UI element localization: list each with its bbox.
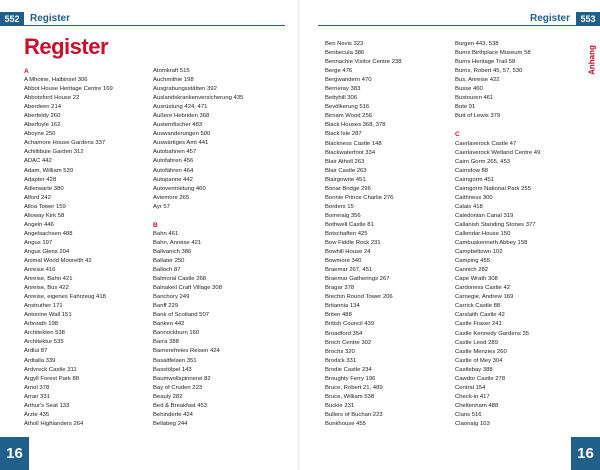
index-entry: Bennachie Visitor Centre 238 (325, 59, 402, 66)
index-entry: Autofähren 464 (153, 167, 194, 174)
index-entry: Architekten 538 (24, 330, 65, 337)
index-entry: Bergwandern 470 (325, 77, 372, 84)
index-entry: Cape Wrath 308 (455, 276, 498, 283)
index-entry: Ardvreck Castle 311 (24, 366, 77, 373)
index-entry: Castle Leod 289 (455, 339, 498, 346)
index-entry: Autopanne 442 (153, 176, 193, 183)
index-entry: Cardoness Castle 42 (455, 285, 511, 292)
index-entry: Callendar House 150 (455, 230, 511, 237)
index-entry: Angelsachsen 488 (24, 230, 73, 237)
index-entry: Buckie 231 (325, 402, 355, 409)
index-entry: Banff 229 (153, 303, 179, 310)
index-entry: Claonaig 103 (455, 420, 490, 427)
index-entry: Basaltfelsen 351 (153, 357, 197, 364)
index-entry: British Council 439 (325, 321, 375, 328)
index-entry: Architektur 535 (24, 339, 64, 346)
index-spacer (153, 212, 293, 221)
index-entry: Bonnie Prince Charlie 276 (325, 194, 394, 201)
index-entry: Anreise, Bus 422 (24, 285, 69, 292)
index-entry: Bothwell Castle 81 (325, 221, 374, 228)
index-entry: Bragar 378 (325, 285, 355, 292)
index-entry: Burns Heritage Trail 58 (455, 59, 516, 66)
index-entry: Arbroath 198 (24, 321, 59, 328)
index-entry: Autovermietung 460 (153, 185, 206, 192)
index-entry: Bustouren 461 (455, 95, 494, 102)
index-entry: Alloway Kirk 58 (24, 212, 65, 219)
index-entry: Brodie Castle 234 (325, 366, 372, 373)
index-entry: Auswanderungen 500 (153, 131, 211, 138)
index-entry: Burns Birthplace Museum 58 (455, 50, 531, 57)
page-number: 553 (576, 12, 600, 26)
index-entry: Caerlaverock Castle 47 (455, 140, 517, 147)
index-entry: Cambuskenneth Abbey 158 (455, 240, 528, 247)
index-entry: Berneray 383 (325, 86, 361, 93)
index-entry: Angeln 446 (24, 221, 54, 228)
index-entry: Balmoral Castle 268 (153, 276, 207, 283)
index-entry: Aberfeldy 260 (24, 113, 61, 120)
index-letter-heading: A (24, 68, 29, 75)
index-entry: Cairngorm National Park 255 (455, 185, 531, 192)
index-entry: Cannich 282 (455, 267, 489, 274)
index-entry: Barra 388 (153, 339, 179, 346)
index-entry: Bute 91 (455, 104, 476, 111)
index-entry: Ballvanich 386 (153, 248, 192, 255)
index-entry: Blair Atholl 263 (325, 158, 365, 165)
index-entry: Basstölpel 143 (153, 366, 192, 373)
index-entry: Balloch 87 (153, 267, 181, 274)
index-entry: Bruce, Robert 21, 489 (325, 384, 383, 391)
index-entry: Ardlui 87 (24, 348, 48, 355)
index-entry: Caledonian Canal 319 (455, 212, 514, 219)
index-entry: Benbecula 386 (325, 50, 365, 57)
index-column-2 (153, 67, 293, 429)
index-column-3 (325, 40, 450, 429)
index-entry: Borreraig 356 (325, 212, 361, 219)
index-entry: Bannockburn 160 (153, 330, 200, 337)
index-entry: Angus 197 (24, 239, 53, 246)
index-entry: Barrierefreies Reisen 424 (153, 348, 220, 355)
index-entry: Bruce, William 538 (325, 393, 375, 400)
index-entry: Ben Nevis 323 (325, 41, 364, 47)
index-entry: A Mhoine, Halbinsel 306 (24, 77, 88, 84)
index-entry: Borders 15 (325, 203, 354, 210)
right-page (300, 0, 600, 470)
index-entry: Bow Fiddle Rock 231 (325, 240, 381, 247)
index-entry: Adlerwarte 380 (24, 185, 64, 192)
index-entry: Anreise, eigenes Fahrzeug 418 (24, 294, 106, 301)
index-entry: Black Houses 368, 378 (325, 122, 386, 129)
index-entry: Blair Castle 263 (325, 167, 367, 174)
index-entry: Baumwollspinnerei 82 (153, 375, 211, 382)
index-entry: Ballater 250 (153, 257, 185, 264)
index-entry: Autofahren 456 (153, 158, 194, 165)
index-entry: Cairndow 88 (455, 167, 489, 174)
index-entry: Beauly 282 (153, 393, 183, 400)
index-entry: Bowmore 340 (325, 258, 362, 265)
index-entry: Black Isle 287 (325, 131, 362, 138)
index-entry: Adapter 428 (24, 176, 57, 183)
index-entry: Broch Centre 302 (325, 339, 372, 346)
section-tab-label: Anhang (587, 45, 597, 75)
index-entry: Anreise, Bahn 421 (24, 276, 73, 283)
index-entry: Broughty Ferry 196 (325, 375, 376, 382)
index-entry: Broadford 354 (325, 330, 363, 337)
index-entry: Äußere Hebriden 368 (153, 113, 210, 120)
index-entry: Arran 331 (24, 393, 50, 400)
index-letter-heading: B (153, 221, 158, 229)
header-title: Register (30, 13, 71, 24)
index-entry: Bellabeg 244 (153, 420, 188, 427)
index-entry: Behinderte 424 (153, 411, 193, 418)
index-entry: Blackwaterfoot 334 (325, 149, 376, 156)
index-entry: Abbotsford House 22 (24, 95, 80, 102)
index-entry: Castle Kennedy Gardens 35 (455, 330, 530, 337)
index-entry: Bay of Cruden 223 (153, 384, 203, 391)
index-entry: Abbot House Heritage Centre 169 (24, 86, 113, 93)
index-entry: Autobahnen 457 (153, 149, 197, 156)
index-entry: Busse 460 (455, 86, 483, 93)
index-entry: Blackness Castle 148 (325, 140, 382, 147)
index-entry: Animal World Moorelth 42 (24, 257, 92, 264)
index-entry: Ardtalla 339 (24, 357, 56, 364)
index-entry: Bonar Bridge 296 (325, 185, 371, 192)
index-entry: Brechin Round Tower 206 (325, 294, 393, 301)
index-entry: Brodick 331 (325, 357, 357, 364)
index-entry: Braemar 267, 451 (325, 267, 373, 274)
index-entry: Ärzte 435 (24, 411, 50, 418)
index-entry: Camping 455 (455, 258, 491, 265)
index-entry: Cairn Gorm 265, 453 (455, 158, 511, 165)
index-entry: Braemar Gatherings 267 (325, 276, 390, 283)
index-entry: Alloa Tower 159 (24, 203, 66, 210)
index-entry: Campbeltown 102 (455, 249, 503, 256)
index-entry: Cairngorm 451 (455, 176, 494, 183)
index-entry: Cheltenham 488 (455, 402, 499, 409)
index-column-1 (24, 67, 146, 429)
index-entry: Cawdor Castle 278 (455, 375, 506, 382)
index-entry: ADAC 442 (24, 158, 52, 165)
index-entry: Berge 476 (325, 68, 353, 75)
index-entry: Calais 418 (455, 203, 483, 210)
index-entry: Arnol 378 (24, 384, 50, 391)
index-entry: Atomkraft 515 (153, 68, 190, 74)
index-entry: Adam, William 539 (24, 167, 74, 174)
index-entry: Carnegie, Andrew 169 (455, 294, 514, 301)
index-entry: Anreise 416 (24, 267, 56, 274)
index-entry: Bahn 461 (153, 230, 179, 237)
index-entry: Carrick Castle 88 (455, 303, 501, 310)
index-entry: Castlebay 388 (455, 366, 493, 373)
index-entry: Arthur's Seat 133 (24, 402, 70, 409)
index-entry: Bunkhouse 455 (325, 420, 366, 427)
index-entry: Auchmithie 198 (153, 77, 194, 84)
page-title: Register (24, 34, 109, 59)
index-entry: Auslandskrankenversicherung 435 (153, 95, 244, 102)
index-entry: Britannia 134 (325, 303, 360, 310)
index-entry: Atholl Highlanders 264 (24, 420, 84, 427)
index-entry: Aberdeen 214 (24, 104, 62, 111)
index-letter-heading: C (455, 131, 460, 139)
index-entry: Bevölkerung 516 (325, 104, 370, 111)
header-rule (0, 25, 285, 26)
index-entry: Brochs 320 (325, 348, 355, 355)
index-entry: Bank of Scotland 507 (153, 312, 210, 319)
index-entry: Castle Fraser 241 (455, 321, 502, 328)
index-entry: Bed & Breakfast 453 (153, 402, 208, 409)
index-entry: Burgen 443, 538 (455, 41, 499, 47)
index-entry: Carslaith Castle 42 (455, 312, 505, 319)
page-number: 552 (0, 12, 24, 26)
index-entry: Balnakeil Craft Village 308 (153, 285, 222, 292)
index-entry: Bullers of Buchan 223 (325, 411, 383, 418)
index-entry: Clans 516 (455, 411, 482, 418)
index-entry: Burns, Robert 45, 57, 530 (455, 68, 523, 75)
index-entry: Botschaften 425 (325, 230, 368, 237)
index-entry: Ayr 57 (153, 203, 170, 210)
index-entry: Banchory 249 (153, 294, 190, 301)
index-entry: Banken 442 (153, 321, 185, 328)
chapter-number: 16 (0, 437, 29, 470)
header-rule (318, 25, 600, 26)
index-entry: Bahn, Anreise 421 (153, 239, 202, 246)
index-entry: Alford 242 (24, 194, 51, 201)
index-entry: Castle Menzies 260 (455, 348, 507, 355)
section-tab (586, 44, 598, 76)
index-entry: Caerlaverock Wetland Centre 49 (455, 149, 541, 156)
index-entry: Butt of Lewis 379 (455, 113, 501, 120)
index-entry: Blairgowrie 451 (325, 176, 366, 183)
index-entry: Castle of Mey 304 (455, 357, 503, 364)
index-entry: Austernfischer 483 (153, 122, 203, 129)
index-entry: Aberfoyle 162 (24, 122, 61, 129)
index-entry: Ausgrabungsstätten 392 (153, 86, 217, 93)
index-entry: Aboyne 250 (24, 131, 56, 138)
index-entry: Antonine Wall 151 (24, 312, 72, 319)
index-entry: Callanish Standing Stones 377 (455, 221, 536, 228)
index-entry: Bettyhill 306 (325, 95, 358, 102)
chapter-number: 16 (571, 437, 600, 470)
index-spacer (455, 121, 575, 130)
index-entry: Check-in 417 (455, 393, 490, 400)
index-entry: Birnam Wood 256 (325, 113, 373, 120)
index-entry: Argyll Forest Park 88 (24, 375, 79, 382)
index-entry: Achamore House Gardens 337 (24, 140, 106, 147)
index-entry: Caithness 300 (455, 194, 493, 201)
index-entry: Anstruther 171 (24, 303, 63, 310)
index-column-4 (455, 40, 575, 429)
index-entry: Central 154 (455, 384, 486, 391)
index-entry: Angus Glens 204 (24, 248, 70, 255)
index-entry: Aviemore 265 (153, 194, 190, 201)
header-title: Register (529, 13, 570, 24)
index-entry: Bowhill House 24 (325, 249, 371, 256)
index-entry: Bus, Anreise 422 (455, 77, 500, 84)
index-entry: Ausrüstung 424, 471 (153, 104, 208, 111)
index-entry: Achiltibuie Garden 312 (24, 149, 84, 156)
index-entry: Auswärtiges Amt 441 (153, 140, 209, 147)
index-entry: Briten 488 (325, 312, 352, 319)
